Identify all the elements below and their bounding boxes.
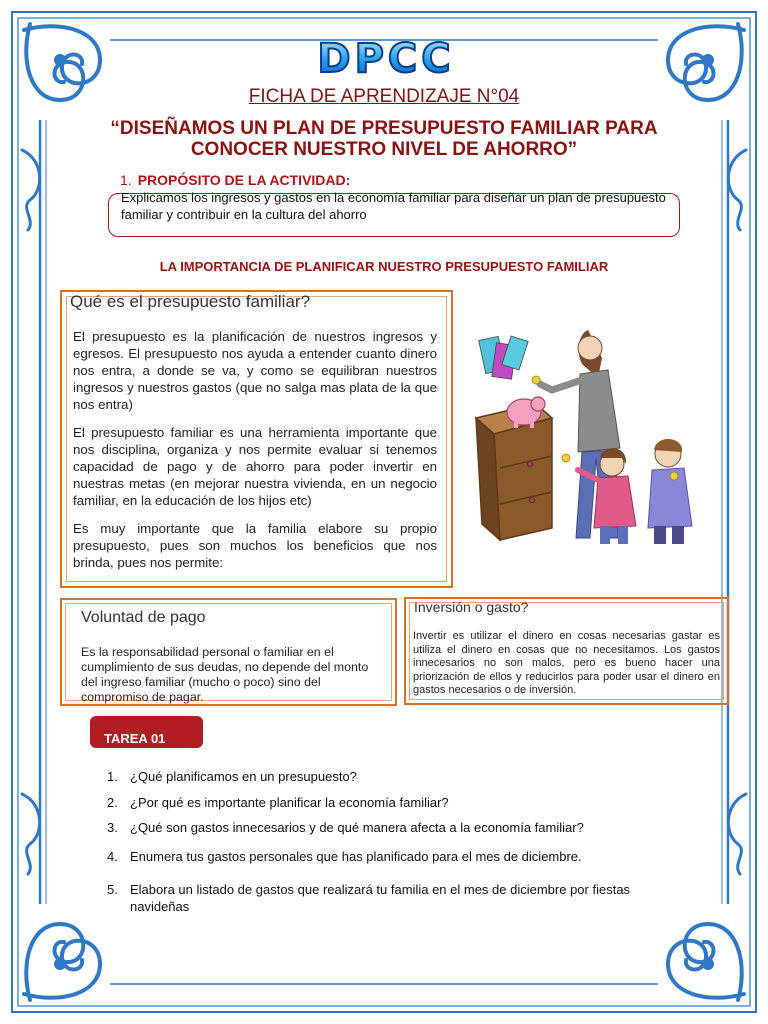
family-saving-illustration [470,318,700,550]
question-number: 1. [107,769,118,784]
voluntad-title: Voluntad de pago [81,609,206,626]
voluntad-text: Es la responsabilidad personal o familiar en el cumplimiento de sus deudas, no depende del monto del ingreso familiar (mucho o poco) sino del compromiso de pagar. [81,645,369,704]
page-title: “DISEÑAMOS UN PLAN DE PRESUPUESTO FAMILIAR PARA CONOCER NUESTRO NIVEL DE AHORRO” [110,118,658,160]
purpose-heading-text: PROPÓSITO DE LA ACTIVIDAD: [137,172,351,188]
presupuesto-paragraph: El presupuesto familiar es una herramienta importante que nos disciplina, organiza y nos permite evaluar si tenemos capacidad de pago y de ahorro para poder invertir en nuestras metas (en mejorar nuestra vivienda, en un negocio familiar, en la educación de los hijos etc) [73,425,437,508]
question-text: ¿Por qué es importante planificar la economía familiar? [130,795,449,810]
inversion-title: Inversión o gasto? [414,599,529,615]
presupuesto-title: Qué es el presupuesto familiar? [70,292,311,311]
dpcc-logo [298,36,474,80]
svg-text:DPCC: DPCC [317,36,455,80]
question-text: Elabora un listado de gastos que realizará tu familia en el mes de diciembre por fiestas navideñas [130,882,631,914]
ficha-title: FICHA DE APRENDIZAJE N°04 [248,86,520,107]
purpose-number: 1. [120,172,132,188]
purpose-heading [120,172,350,188]
tarea-badge: TAREA 01 [90,716,203,748]
question-number: 5. [107,882,118,897]
boy-figure [648,439,692,544]
purpose-text: Explicamos los ingresos y gastos en la economía familiar para diseñar un plan de presupuesto familiar y contribuir en la cultura del ahorro [121,190,666,222]
question-number: 2. [107,795,118,810]
question-number: 3. [107,820,118,835]
inversion-text: Invertir es utilizar el dinero en cosas necesarias gastar es utiliza el dinero en cosas que no necesitamos. Los gastos innecesarios no son malos, pero es bueno hacer una priorización de ellos y reducirlos para poder usar el dinero en gastos necesarios o de inversión. [413,630,720,697]
question-text: Enumera tus gastos personales que has planificado para el mes de diciembre. [130,849,582,864]
presupuesto-paragraph: Es muy importante que la familia elabore su propio presupuesto, pues son muchos los beneficios que nos brinda, pues nos permite: [73,521,437,570]
question-text: ¿Qué son gastos innecesarios y de qué manera afecta a la economía familiar? [130,820,584,835]
section-heading: LA IMPORTANCIA DE PLANIFICAR NUESTRO PRESUPUESTO FAMILIAR [159,259,609,274]
question-number: 4. [107,849,118,864]
money-bills [479,336,529,379]
question-text: ¿Qué planificamos en un presupuesto? [130,769,357,784]
presupuesto-paragraph: El presupuesto es la planificación de nuestros ingresos y egresos. El presupuesto nos ayuda a entender cuanto dinero nos entra, a donde se va, y como se equilibran nuestros ingresos y nuestros gastos (que no salga mas plata de la que nos entra) [73,329,437,412]
